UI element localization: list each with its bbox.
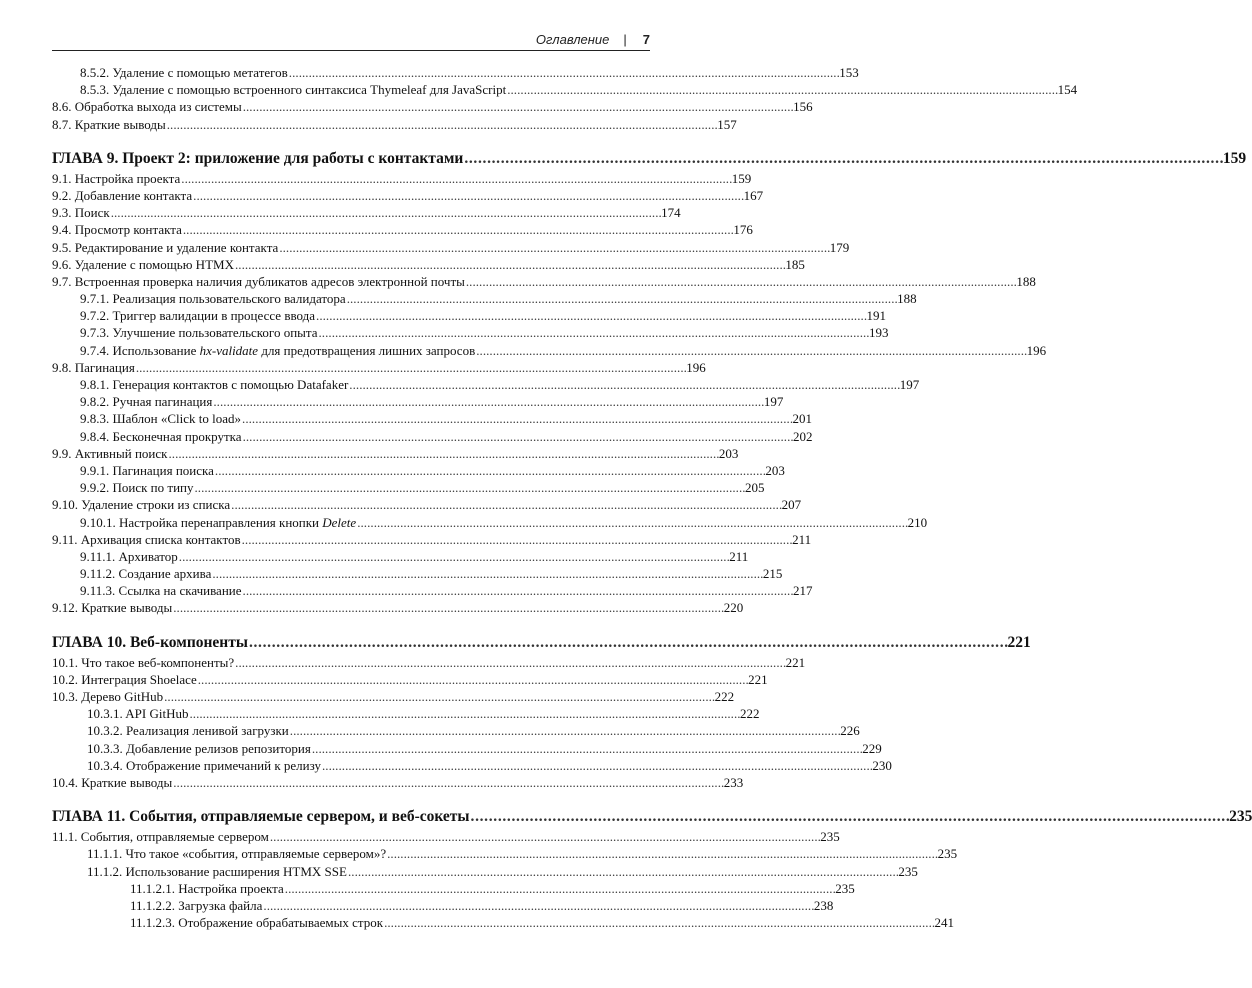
toc-entry-page-number: 196 [686, 359, 706, 375]
toc-entry-title: 9.11.2. Создание архива [80, 566, 212, 582]
toc-entry-title: 9.8.2. Ручная пагинация [80, 394, 213, 410]
toc-entry-page-number: 235 [835, 880, 855, 896]
toc-entry-page-number: 153 [839, 65, 859, 80]
toc-entry-page-number: 205 [744, 480, 765, 496]
toc-dot-leader [173, 599, 722, 616]
toc-entry-title: 11.1. События, отправляемые сервером [52, 829, 269, 845]
toc-dot-leader [270, 828, 819, 845]
toc-entry[interactable] [52, 722, 860, 739]
toc-entry-title: 9.9.2. Поиск по типу [80, 480, 194, 496]
toc-dot-leader [357, 514, 906, 531]
toc-entry[interactable] [52, 671, 768, 688]
toc-entry[interactable] [52, 757, 892, 774]
toc-entry[interactable] [52, 410, 812, 427]
toc-entry-title: 9.1. Настройка проекта [52, 170, 181, 186]
toc-entry-title-pre: 9.10.1. Настройка перенаправления кнопки [80, 514, 323, 530]
toc-entry-page-number: 221 [1007, 633, 1031, 651]
toc-entry-title: 10.3.2. Реализация ленивой загрузки [87, 723, 289, 739]
toc-entry-page-number: 222 [739, 706, 760, 722]
toc-entry[interactable] [52, 307, 886, 324]
toc-dot-leader [347, 290, 896, 307]
toc-entry[interactable] [52, 324, 889, 341]
toc-dot-leader [194, 479, 743, 496]
toc-dot-leader [181, 170, 730, 187]
toc-entry-page-number: 196 [1026, 342, 1047, 358]
toc-dot-leader [193, 187, 742, 204]
toc-entry-page-number: 157 [717, 116, 737, 132]
toc-entry-page-number: 188 [1016, 273, 1036, 289]
toc-dot-leader [312, 740, 861, 757]
toc-entry[interactable] [52, 582, 813, 599]
toc-dot-leader [242, 531, 791, 548]
toc-dot-leader [507, 81, 1056, 98]
toc-entry-page-number: 215 [762, 566, 783, 582]
toc-entry-title: 10.1. Что такое веб-компоненты? [52, 654, 235, 670]
toc-dot-leader [476, 342, 1025, 359]
toc-entry[interactable] [52, 654, 806, 671]
toc-entry[interactable] [52, 342, 1047, 359]
table-of-contents [52, 64, 1252, 931]
toc-entry-title: 9.8.3. Шаблон «Click to load» [80, 411, 242, 427]
toc-dot-leader [198, 671, 747, 688]
toc-entry-title: 11.1.2.3. Отображение обрабатываемых строк [130, 915, 384, 931]
header-separator: | [623, 31, 627, 47]
toc-entry-title: 9.2. Добавление контакта [52, 187, 193, 203]
toc-chapter-entry[interactable] [52, 807, 1252, 827]
toc-entry-page-number: 235 [898, 863, 918, 879]
toc-entry-page-number: 154 [1057, 82, 1078, 98]
toc-entry-title-post: для предотвращения лишних запросов [258, 342, 476, 358]
toc-dot-leader [289, 64, 838, 81]
toc-entry-title: 9.9. Активный поиск [52, 445, 168, 461]
toc-dot-leader [316, 307, 865, 324]
toc-dot-leader [243, 98, 792, 115]
toc-entry-page-number: 156 [793, 99, 813, 115]
toc-entry-page-number: 197 [899, 377, 920, 392]
toc-entry-page-number: 197 [763, 394, 784, 410]
header-rule [52, 50, 650, 51]
toc-entry-title: 10.3.4. Отображение примечаний к релизу [87, 757, 321, 773]
toc-entry-title: 9.11.3. Ссылка на скачивание [80, 583, 242, 599]
toc-entry[interactable] [52, 514, 928, 531]
toc-entry-page-number: 211 [792, 531, 812, 547]
toc-entry-title: 10.3. Дерево GitHub [52, 689, 164, 704]
toc-entry[interactable] [52, 290, 917, 307]
toc-entry-title: 9.12. Краткие выводы [52, 600, 173, 616]
toc-dot-leader [285, 880, 834, 897]
toc-entry-title: 10.3.3. Добавление релизов репозитория [87, 740, 311, 756]
toc-entry-title: 9.6. Удаление с помощью HTMX [52, 256, 234, 272]
toc-dot-leader [263, 897, 812, 914]
toc-entry-title: 9.9.1. Пагинация поиска [80, 462, 214, 478]
toc-entry-title: 9.10. Удаление строки из списка [52, 497, 231, 513]
toc-entry[interactable] [52, 81, 1078, 98]
toc-dot-leader [235, 654, 784, 671]
toc-chapter-entry[interactable] [52, 149, 1247, 169]
toc-entry-page-number: 235 [937, 846, 958, 862]
toc-dot-leader [349, 376, 898, 393]
toc-chapter-entry[interactable] [52, 633, 1031, 653]
toc-entry[interactable] [52, 740, 882, 757]
toc-dot-leader [279, 239, 828, 256]
toc-entry-title: 9.11.1. Архиватор [80, 548, 178, 564]
toc-entry[interactable] [52, 428, 813, 445]
toc-entry-title: 11.1.2.2. Загрузка файла [130, 897, 263, 913]
toc-entry-title: 9.7.1. Реализация пользовательского валидатора [80, 291, 346, 307]
running-header [52, 28, 650, 50]
toc-entry-page-number: 203 [718, 445, 739, 461]
toc-dot-leader [213, 393, 762, 410]
toc-dot-leader [167, 116, 716, 133]
toc-dot-leader [290, 722, 839, 739]
toc-dot-leader [173, 774, 722, 791]
toc-entry[interactable] [52, 273, 1036, 290]
toc-dot-leader [319, 324, 868, 341]
toc-dot-leader [136, 359, 685, 376]
toc-dot-leader [235, 256, 784, 273]
toc-entry[interactable] [52, 170, 752, 187]
toc-entry[interactable] [52, 688, 735, 705]
toc-dot-leader [243, 582, 792, 599]
toc-entry-page-number: 188 [897, 291, 917, 307]
toc-entry-title: ГЛАВА 10. Веб-компоненты [52, 633, 248, 651]
toc-entry-title [80, 342, 475, 359]
toc-dot-leader [348, 863, 897, 880]
toc-dot-leader [168, 445, 717, 462]
toc-entry-page-number: 174 [661, 205, 681, 221]
toc-entry-page-number: 229 [862, 740, 882, 756]
toc-entry-title: 8.6. Обработка выхода из системы [52, 99, 242, 115]
toc-entry-page-number: 167 [743, 187, 764, 203]
toc-entry[interactable] [52, 565, 783, 582]
toc-entry[interactable] [52, 880, 855, 897]
toc-entry[interactable] [52, 393, 784, 410]
toc-entry-title: ГЛАВА 11. События, отправляемые сервером, и веб-сокеты [52, 808, 470, 826]
toc-entry[interactable] [52, 221, 753, 238]
toc-entry-page-number: 203 [765, 462, 785, 478]
toc-entry[interactable] [52, 376, 920, 393]
toc-entry-title: 9.7.3. Улучшение пользовательского опыта [80, 325, 318, 341]
toc-entry[interactable] [52, 863, 918, 880]
toc-entry-page-number: 235 [1229, 808, 1252, 826]
toc-entry-title: 8.5.3. Удаление с помощью встроенного синтаксиса Thymeleaf для JavaScript [80, 82, 507, 98]
toc-entry-page-number: 185 [785, 256, 805, 272]
toc-dot-leader [111, 204, 660, 221]
toc-entry-title: 8.7. Краткие выводы [52, 116, 166, 132]
toc-entry[interactable] [52, 599, 744, 616]
toc-entry-title: 8.5.2. Удаление с помощью метатегов [80, 65, 288, 80]
toc-dot-leader [322, 757, 871, 774]
toc-entry-page-number: 217 [792, 583, 813, 599]
toc-dot-leader [179, 548, 728, 565]
toc-entry-title: ГЛАВА 9. Проект 2: приложение для работы с контактами [52, 149, 464, 167]
toc-entry-title: 9.8.4. Бесконечная прокрутка [80, 428, 242, 444]
toc-entry[interactable] [52, 98, 813, 115]
toc-entry[interactable] [52, 239, 850, 256]
toc-entry-title: 9.8. Пагинация [52, 359, 135, 375]
toc-entry-page-number: 221 [785, 654, 806, 670]
toc-dot-leader [212, 565, 761, 582]
toc-entry[interactable] [52, 548, 749, 565]
toc-entry-title: 9.5. Редактирование и удаление контакта [52, 239, 279, 255]
toc-entry-title-emphasis: Delete [322, 514, 357, 530]
toc-dot-leader [189, 705, 738, 722]
toc-entry-page-number: 159 [1222, 149, 1247, 167]
toc-dot-leader [242, 410, 791, 427]
toc-entry-page-number: 207 [781, 497, 802, 513]
toc-dot-leader [243, 428, 792, 445]
toc-entry[interactable] [52, 914, 955, 931]
toc-entry-page-number: 235 [820, 829, 840, 845]
toc-entry-page-number: 201 [792, 411, 812, 427]
toc-dot-leader [464, 149, 1222, 169]
toc-entry[interactable] [52, 462, 785, 479]
toc-entry-page-number: 210 [907, 514, 928, 530]
toc-entry-title-pre: 9.7.4. Использование [80, 342, 200, 358]
toc-entry[interactable] [52, 64, 859, 81]
toc-entry-page-number: 221 [748, 671, 768, 687]
toc-entry-title: 9.11. Архивация списка контактов [52, 531, 241, 547]
toc-entry-page-number: 211 [729, 548, 749, 564]
toc-dot-leader [231, 496, 780, 513]
toc-entry-page-number: 202 [793, 428, 813, 444]
toc-entry-title: 11.1.1. Что такое «события, отправляемые сервером»? [87, 846, 387, 862]
toc-dot-leader [249, 633, 1007, 653]
toc-entry-title: 10.2. Интеграция Shoelace [52, 671, 197, 687]
toc-entry-page-number: 191 [866, 308, 886, 324]
toc-entry[interactable] [52, 479, 765, 496]
toc-entry-page-number: 226 [840, 723, 860, 739]
toc-entry[interactable] [52, 256, 805, 273]
toc-entry-title: 10.3.1. API GitHub [87, 706, 189, 722]
header-page-number: 7 [642, 31, 650, 47]
toc-entry-title: 9.7.2. Триггер валидации в процессе ввода [80, 308, 316, 324]
toc-entry[interactable] [52, 116, 737, 133]
toc-entry-page-number: 220 [723, 600, 744, 616]
toc-entry-page-number: 176 [733, 222, 753, 238]
toc-entry-title: 9.7. Встроенная проверка наличия дубликатов адресов электронной почты [52, 273, 465, 289]
toc-entry[interactable] [52, 897, 834, 914]
toc-entry[interactable] [52, 845, 958, 862]
toc-entry-page-number: 241 [934, 915, 955, 931]
toc-entry-title: 11.1.2.1. Настройка проекта [130, 880, 284, 896]
toc-entry-title: 11.1.2. Использование расширения HTMX SSE [87, 863, 347, 879]
toc-dot-leader [384, 914, 933, 931]
header-section-title: Оглавление [535, 31, 610, 47]
toc-entry[interactable] [52, 774, 744, 791]
toc-entry-title: 9.4. Просмотр контакта [52, 222, 182, 238]
toc-entry[interactable] [52, 187, 764, 204]
toc-entry-page-number: 233 [723, 774, 744, 790]
toc-dot-leader [183, 221, 732, 238]
toc-entry[interactable] [52, 828, 840, 845]
toc-entry[interactable] [52, 445, 739, 462]
toc-dot-leader [471, 807, 1229, 827]
toc-entry[interactable] [52, 705, 760, 722]
toc-entry-page-number: 179 [829, 239, 850, 255]
toc-dot-leader [164, 688, 713, 705]
toc-entry[interactable] [52, 496, 802, 513]
toc-entry-page-number: 159 [731, 170, 752, 186]
toc-entry-page-number: 238 [813, 897, 834, 913]
toc-entry-title-emphasis: hx-validate [199, 342, 259, 358]
toc-entry[interactable] [52, 359, 706, 376]
toc-entry-page-number: 222 [714, 689, 735, 704]
toc-entry-title [80, 514, 356, 531]
toc-entry-page-number: 230 [872, 757, 892, 773]
toc-entry-page-number: 193 [868, 325, 889, 341]
toc-entry-title: 9.8.1. Генерация контактов с помощью Datafaker [80, 377, 349, 392]
toc-dot-leader [466, 273, 1015, 290]
toc-entry[interactable] [52, 531, 812, 548]
toc-dot-leader [387, 845, 936, 862]
toc-entry-title: 9.3. Поиск [52, 205, 110, 221]
toc-dot-leader [215, 462, 764, 479]
toc-entry[interactable] [52, 204, 681, 221]
toc-entry-title: 10.4. Краткие выводы [52, 774, 173, 790]
